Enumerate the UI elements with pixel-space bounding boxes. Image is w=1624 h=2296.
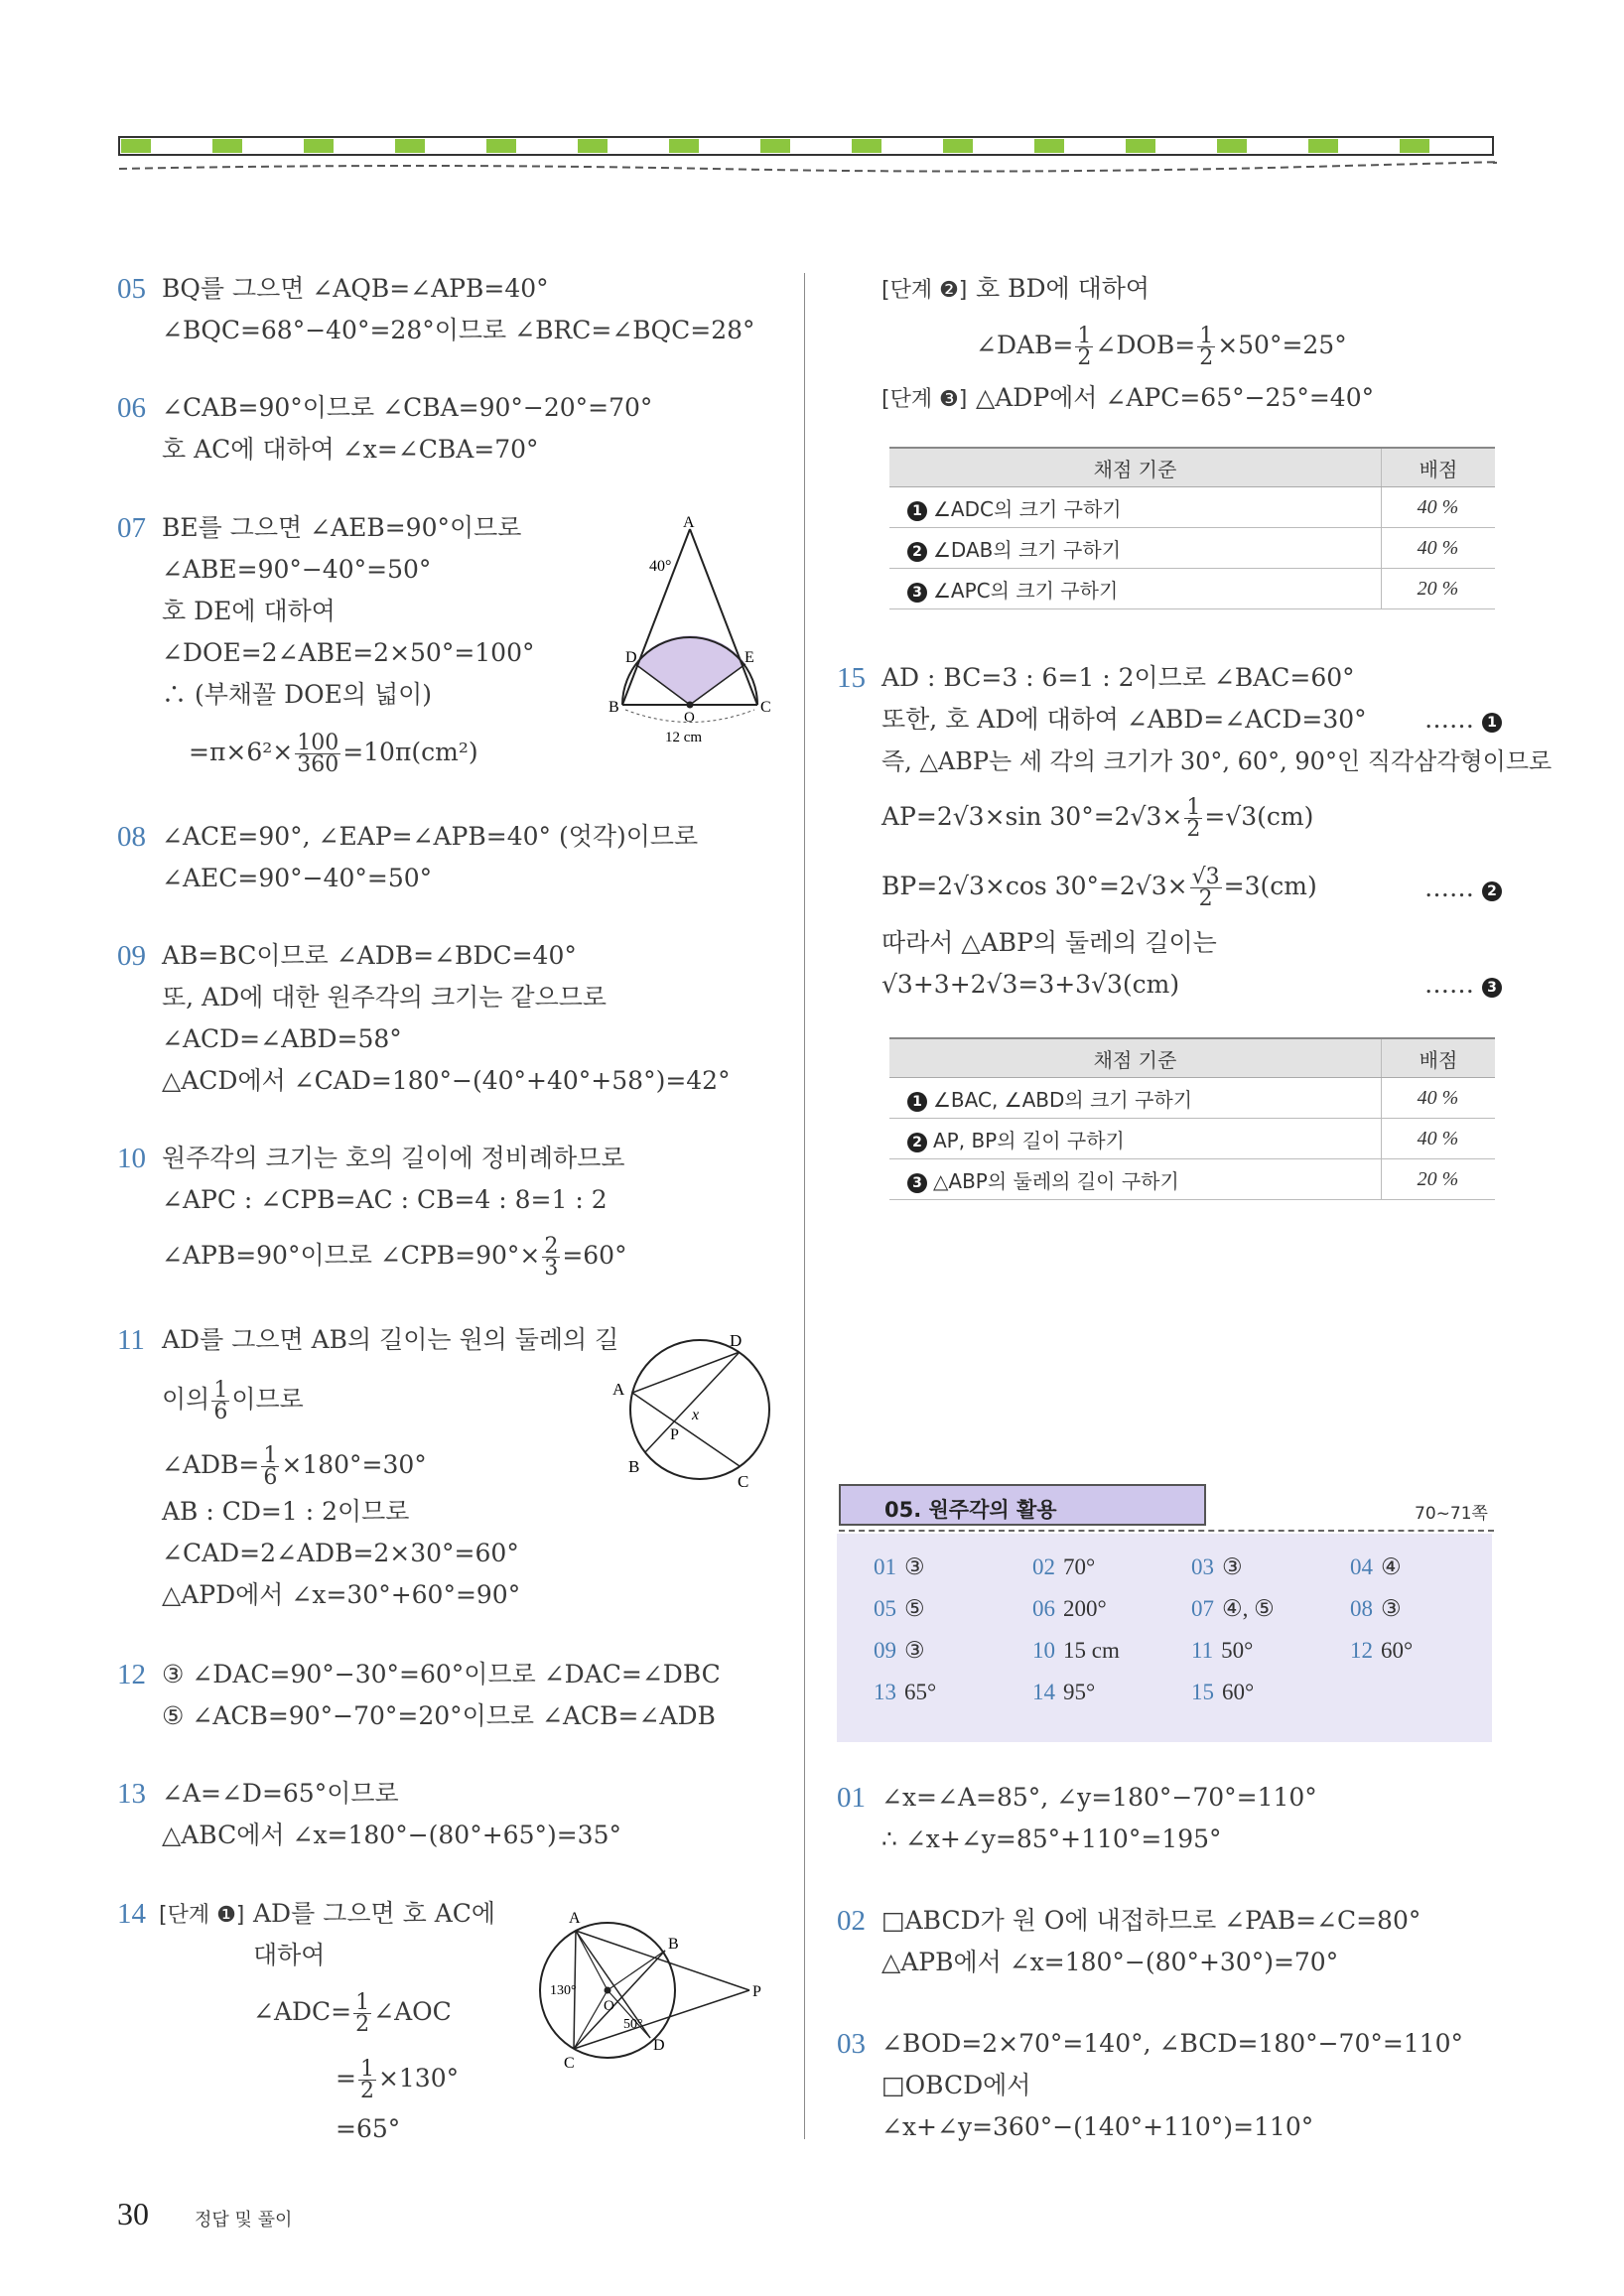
fig14-label-O: O [604,1998,614,2014]
answer-item: 05 ⑤ [874,1596,925,1621]
problem-number-10: 10 [117,1143,146,1174]
problem-number-12: 12 [117,1659,146,1690]
answer-item: 01 ③ [874,1554,925,1579]
problem-number-03: 03 [837,2028,866,2060]
fig11-label-C: C [738,1472,749,1491]
solution-07-line3: 호 DE에 대하여 [162,597,336,625]
solution-15-line4: AP=2√3×sin 30°=2√3× $\frac{1}{2}$ =√3(cm) [881,795,1314,842]
fig07-label-C: C [760,699,771,716]
fig11-label-P: P [670,1426,679,1443]
answer-item: 10 15 cm [1032,1638,1120,1663]
answer-item: 07 ④, ⑤ [1191,1596,1275,1621]
band-block [852,139,881,153]
fig14-label-C: C [564,2055,575,2070]
solution-11-line5: ∠CAD=2∠ADB=2×30°=60° [162,1539,519,1567]
fig14-label-P: P [752,1983,761,2000]
fig07-label-O: O [684,710,695,726]
solution-11-line3: ∠ADB= $\frac{1}{6}$ ×180°=30° [162,1443,427,1490]
solution-14-line2: 대하여 [253,1941,326,1969]
solution-08-line2: ∠AEC=90°−40°=50° [162,864,433,892]
answer-item: 02 70° [1032,1554,1096,1579]
table-row: 3 ∠APC의 크기 구하기 20 % [889,569,1495,609]
answer-item: 09 ③ [874,1638,925,1663]
band-block [1308,139,1338,153]
section-pages: 70~71쪽 [1415,1504,1488,1524]
solution-09-line4: △ACD에서 ∠CAD=180°−(40°+40°+58°)=42° [162,1066,731,1095]
problem-number-05: 05 [117,273,146,305]
problem-number-14: 14 [117,1898,146,1930]
solution-05-line2: ∠BQC=68°−40°=28°이므로 ∠BRC=∠BQC=28° [162,316,755,344]
problem-number-09: 09 [117,940,146,972]
solution-09-line1: AB=BC이므로 ∠ADB=∠BDC=40° [162,941,577,970]
solution-01-line1: ∠x=∠A=85°, ∠y=180°−70°=110° [881,1783,1317,1812]
band-block [669,139,699,153]
solution-06-line1: ∠CAB=90°이므로 ∠CBA=90°−20°=70° [162,393,653,422]
scoring-table-15-header-points: 배점 [1382,1038,1496,1078]
solution-11-line1: AD를 그으면 AB의 길이는 원의 둘레의 길 [162,1325,619,1354]
figure-14 [536,1891,774,2070]
solution-11-line6: △APD에서 ∠x=30°+60°=90° [162,1580,521,1609]
table-row: 2 ∠DAB의 크기 구하기 40 % [889,528,1495,569]
fig14-angle-130: 130° [550,1983,577,1998]
solution-14-line4: = $\frac{1}{2}$ ×130° [336,2057,460,2103]
step-marker-icon: 2 [907,1133,927,1152]
answer-item: 03 ③ [1191,1554,1243,1579]
solution-10-line1: 원주각의 크기는 호의 길이에 정비례하므로 [162,1144,625,1172]
solution-07-line2: ∠ABE=90°−40°=50° [162,555,432,584]
step-marker-icon: 3 [907,583,927,603]
band-block [1400,139,1429,153]
step-marker-icon: 3 [1482,978,1502,998]
solution-15-line5: BP=2√3×cos 30°=2√3× $\frac{√3}{2}$ =3(cm) [881,865,1317,911]
solution-11-line4: AB : CD=1 : 2이므로 [162,1497,410,1526]
solution-15-line2: 또한, 호 AD에 대하여 ∠ABD=∠ACD=30° [881,705,1367,734]
solution-13-line2: △ABC에서 ∠x=180°−(80°+65°)=35° [162,1821,621,1849]
fig11-angle-x: x [692,1407,700,1423]
solution-15-line5-marker: …… 2 [1424,874,1508,903]
solution-07-line1: BE를 그으면 ∠AEB=90°이므로 [162,513,522,542]
step-marker-icon: 3 [907,1173,927,1193]
problem-number-01: 01 [837,1782,866,1814]
section-title-box [839,1484,1206,1526]
problem-number-06: 06 [117,392,146,424]
step-marker-icon: 2 [907,542,927,562]
fig07-angle-40: 40° [649,558,672,575]
band-block [760,139,790,153]
band-block [578,139,608,153]
band-block [1217,139,1247,153]
solution-13-line1: ∠A=∠D=65°이므로 [162,1779,399,1808]
solution-14-step2-line2: ∠DAB= $\frac{1}{2}$ ∠DOB= $\frac{1}{2}$ ×50°=25° [976,324,1347,370]
solution-03-line1: ∠BOD=2×70°=140°, ∠BCD=180°−70°=110° [881,2029,1464,2058]
fig07-label-E: E [744,649,754,666]
solution-03-line2: □OBCD에서 [881,2071,1031,2099]
solution-12-line1: ③ ∠DAC=90°−30°=60°이므로 ∠DAC=∠DBC [162,1660,721,1688]
solution-07-line5: ∴ (부채꼴 DOE의 넓이) [162,680,433,709]
answer-item: 06 200° [1032,1596,1107,1621]
fig14-label-A: A [569,1910,581,1927]
band-block [212,139,242,153]
solution-14-line1: AD를 그으면 호 AC에 [253,1899,496,1928]
figure-11 [601,1325,779,1494]
problem-number-11: 11 [117,1324,145,1356]
solution-06-line2: 호 AC에 대하여 ∠x=∠CBA=70° [162,435,539,464]
solution-14-step1: [단계 ❶] [159,1903,245,1928]
step-marker-icon: 1 [907,501,927,521]
solution-09-line3: ∠ACD=∠ABD=58° [162,1024,402,1053]
scoring-table-15-header-criteria: 채점 기준 [889,1038,1382,1078]
band-block [304,139,334,153]
band-block [1126,139,1155,153]
band-block [486,139,516,153]
solution-15-line7-marker: …… 3 [1424,970,1508,1000]
solution-14-step2: [단계 ❷] [881,278,968,303]
solution-07-line4: ∠DOE=2∠ABE=2×50°=100° [162,638,535,667]
solution-08-line1: ∠ACE=90°, ∠EAP=∠APB=40° (엇각)이므로 [162,822,699,851]
band-block [395,139,425,153]
solution-14-step3: [단계 ❸] [881,387,968,412]
answer-item: 14 95° [1032,1680,1096,1704]
fig07-base-length: 12 cm [665,730,703,745]
solution-14-line3: ∠ADC= $\frac{1}{2}$ ∠AOC [253,1990,452,2037]
solution-02-line2: △APB에서 ∠x=180°−(80°+30°)=70° [881,1948,1339,1976]
figure-07 [596,511,784,749]
section-title: 05. 원주각의 활용 [884,1498,1057,1522]
page-number: 30 [117,2196,149,2231]
answer-item: 12 60° [1350,1638,1414,1663]
solution-02-line1: □ABCD가 원 O에 내접하므로 ∠PAB=∠C=80° [881,1906,1421,1935]
fig14-label-B: B [668,1936,679,1953]
problem-number-13: 13 [117,1778,146,1810]
solution-09-line2: 또, AD에 대한 원주각의 크기는 같으므로 [162,983,608,1012]
answer-item: 08 ③ [1350,1596,1402,1621]
fig14-label-D: D [653,2037,665,2054]
column-divider [804,273,805,2139]
fig11-label-A: A [612,1380,625,1399]
fig11-label-B: B [628,1457,640,1476]
scoring-table-14-header-points: 배점 [1382,448,1496,487]
solution-05-line1: BQ를 그으면 ∠AQB=∠APB=40° [162,274,549,303]
solution-10-line2: ∠APC : ∠CPB=AC : CB=4 : 8=1 : 2 [162,1185,608,1214]
table-row: 3 △ABP의 둘레의 길이 구하기 20 % [889,1159,1495,1200]
scoring-table-14-header-criteria: 채점 기준 [889,448,1382,487]
scoring-table-14 [889,447,1495,609]
band-block [121,139,151,153]
solution-15-line3: 즉, △ABP는 세 각의 크기가 30°, 60°, 90°인 직각삼각형이므로 [881,747,1553,775]
answer-item: 13 65° [874,1680,937,1704]
solution-14-step3-line1: △ADP에서 ∠APC=65°−25°=40° [976,383,1375,412]
table-row: 2 AP, BP의 길이 구하기 40 % [889,1119,1495,1159]
problem-number-02: 02 [837,1905,866,1937]
solution-03-line3: ∠x+∠y=360°−(140°+110°)=110° [881,2112,1314,2141]
section-dashed-rule [839,1530,1494,1532]
step-marker-icon: 2 [1482,881,1502,901]
step-marker-icon: 1 [1482,713,1502,733]
header-band [117,129,1497,179]
solution-15-line6: 따라서 △ABP의 둘레의 길이는 [881,928,1217,957]
solution-14-line5: =65° [336,2114,401,2143]
solution-15-line2-marker: …… 1 [1424,705,1508,735]
scoring-table-15 [889,1037,1495,1200]
table-row: 1 ∠ADC의 크기 구하기 40 % [889,487,1495,528]
table-row: 1 ∠BAC, ∠ABD의 크기 구하기 40 % [889,1078,1495,1119]
step-marker-icon: 1 [907,1092,927,1112]
fig07-label-A: A [683,514,695,531]
solution-15-line1: AD : BC=3 : 6=1 : 2이므로 ∠BAC=60° [881,663,1355,692]
answer-item: 15 60° [1191,1680,1255,1704]
fig07-label-D: D [625,649,637,666]
band-block [1034,139,1064,153]
fig11-label-D: D [730,1331,743,1350]
problem-number-15: 15 [837,662,866,694]
solution-01-line2: ∴ ∠x+∠y=85°+110°=195° [881,1824,1222,1853]
answer-item: 11 50° [1191,1638,1254,1663]
solution-10-line3: ∠APB=90°이므로 ∠CPB=90°× $\frac{2}{3}$ =60° [162,1234,627,1281]
fig14-angle-50: 50° [623,2017,643,2032]
solution-07-line6: =π×6²× $\frac{100}{360}$ =10π(cm²) [189,731,478,777]
solution-14-step2-line1: 호 BD에 대하여 [976,274,1150,303]
solution-12-line2: ⑤ ∠ACB=90°−70°=20°이므로 ∠ACB=∠ADB [162,1701,716,1730]
band-block [943,139,973,153]
footer-label: 정답 및 풀이 [195,2210,293,2230]
problem-number-08: 08 [117,821,146,853]
fig07-label-B: B [609,699,619,716]
solution-11-line2: 이의 $\frac{1}{6}$ 이므로 [162,1378,304,1424]
answer-item: 04 ④ [1350,1554,1402,1579]
solution-15-line7: √3+3+2√3=3+3√3(cm) [881,970,1180,999]
problem-number-07: 07 [117,512,146,544]
